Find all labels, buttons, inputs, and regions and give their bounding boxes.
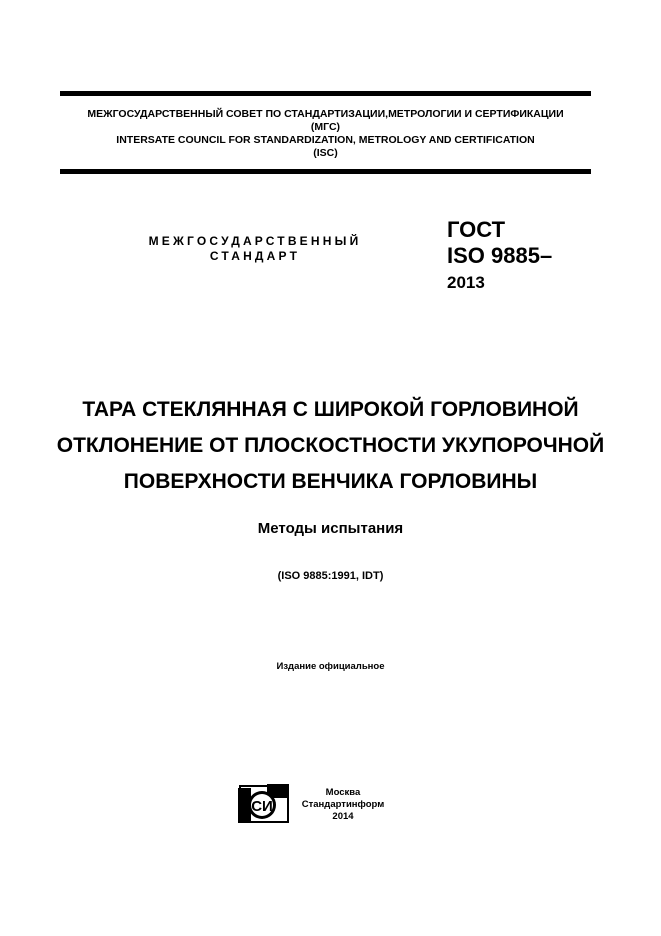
document-title-line2: ОТКЛОНЕНИЕ ОТ ПЛОСКОСТНОСТИ УКУПОРОЧНОЙ: [56, 434, 605, 457]
header-bottom-rule: [60, 169, 591, 174]
council-name-en: INTERSATE COUNCIL FOR STANDARDIZATION, METROLOGY AND CERTIFICATION: [116, 134, 535, 146]
council-abbr-ru: (МГС): [310, 121, 341, 133]
council-abbr-en: (ISC): [313, 147, 338, 159]
council-name-ru: МЕЖГОСУДАРСТВЕННЫЙ СОВЕТ ПО СТАНДАРТИЗАЦИИ,МЕТРОЛОГИИ И СЕРТИФИКАЦИИ: [87, 108, 564, 120]
iso-reference: (ISO 9885:1991, IDT): [277, 570, 384, 582]
logo-lettering: СИ: [251, 798, 273, 815]
standard-designation-number: ISO 9885–: [447, 243, 553, 268]
standard-designation-gost: ГОСТ: [447, 217, 506, 242]
standard-kind-line2: СТАНДАРТ: [209, 249, 301, 263]
document-title-line3: ПОВЕРХНОСТИ ВЕНЧИКА ГОРЛОВИНЫ: [123, 470, 538, 493]
imprint-publisher: Стандартинформ: [301, 799, 385, 810]
imprint-year: 2014: [332, 811, 354, 822]
document-subtitle: Методы испытания: [257, 520, 404, 537]
document-title-line1: ТАРА СТЕКЛЯННАЯ С ШИРОКОЙ ГОРЛОВИНОЙ: [82, 398, 579, 421]
standartinform-logo-icon: [237, 783, 290, 825]
standard-designation-year: 2013: [447, 273, 485, 292]
standard-kind-line1: МЕЖГОСУДАРСТВЕННЫЙ: [148, 234, 362, 248]
edition-label: Издание официальное: [276, 661, 385, 672]
header-top-rule: [60, 91, 591, 96]
imprint-city: Москва: [325, 787, 361, 798]
